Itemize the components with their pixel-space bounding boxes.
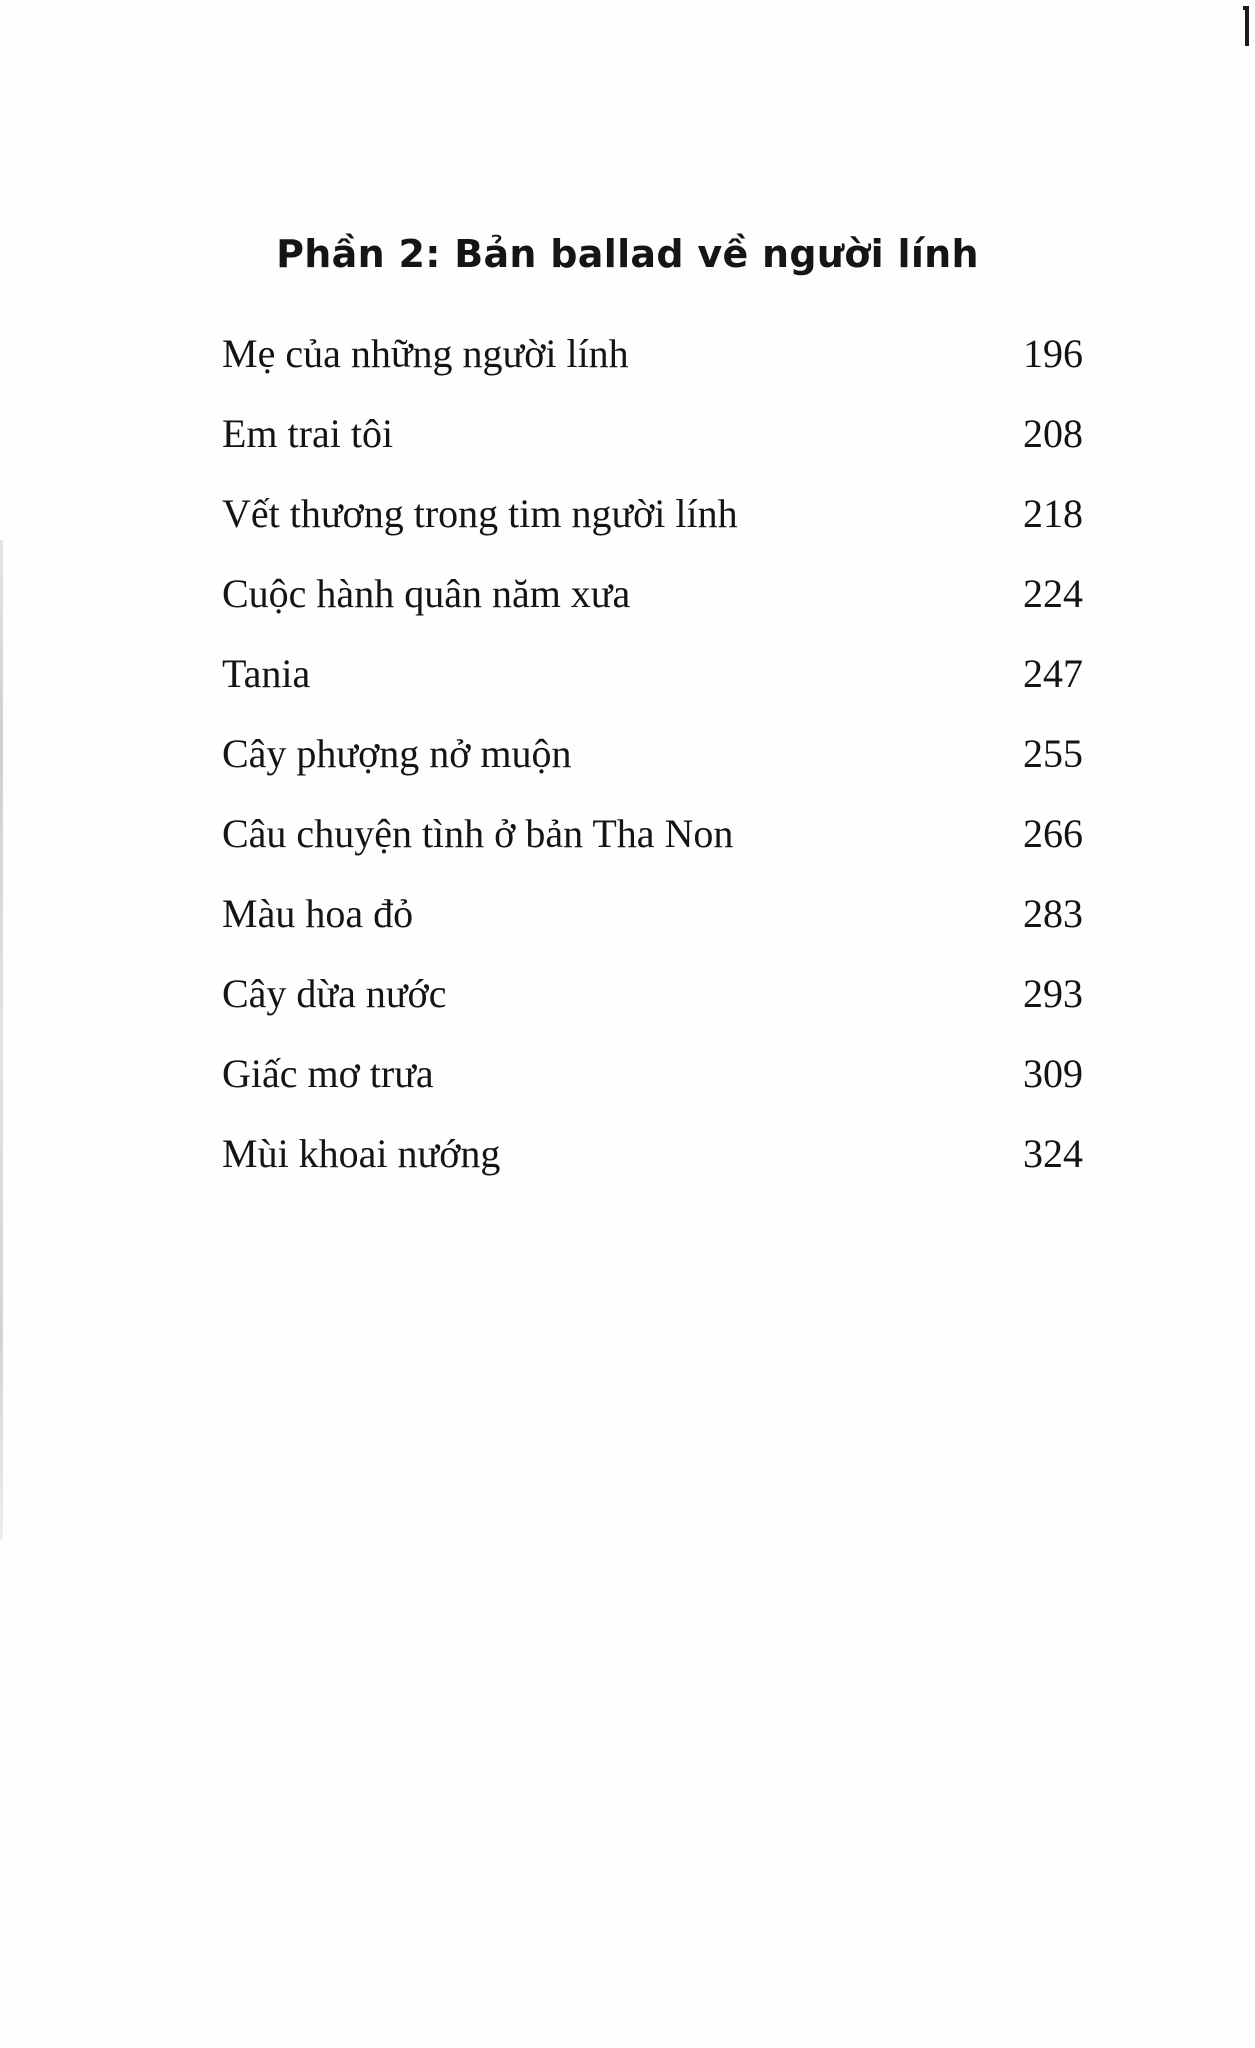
toc-entry-title: Em trai tôi xyxy=(222,411,394,456)
page-corner-mark xyxy=(1243,6,1249,46)
toc-entry xyxy=(222,1130,1083,1210)
toc-entry-title: Vết thương trong tim người lính xyxy=(222,491,738,536)
toc-entry-title: Mùi khoai nướng xyxy=(222,1131,501,1176)
toc-entry-page: 283 xyxy=(1023,891,1083,936)
toc-entry-page: 324 xyxy=(1023,1131,1083,1176)
toc-entry-page: 218 xyxy=(1023,491,1083,536)
toc-entry-page: 309 xyxy=(1023,1051,1083,1096)
toc-entry-title: Cây dừa nước xyxy=(222,971,447,1016)
toc-entry-title: Tania xyxy=(222,651,311,696)
toc-entry-page: 208 xyxy=(1023,411,1083,456)
toc-entry-title: Màu hoa đỏ xyxy=(222,891,414,936)
toc-entry-page: 224 xyxy=(1023,571,1083,616)
toc-entry xyxy=(222,650,1083,730)
toc-entry-page: 247 xyxy=(1023,651,1083,696)
table-of-contents xyxy=(222,330,1083,1210)
toc-entry xyxy=(222,890,1083,970)
toc-entry xyxy=(222,410,1083,490)
toc-entry-page: 266 xyxy=(1023,811,1083,856)
toc-entry-page: 255 xyxy=(1023,731,1083,776)
toc-entry xyxy=(222,1050,1083,1130)
toc-entry-title: Mẹ của những người lính xyxy=(222,331,629,376)
toc-entry xyxy=(222,810,1083,890)
toc-entry xyxy=(222,970,1083,1050)
toc-entry xyxy=(222,490,1083,570)
toc-entry-title: Giấc mơ trưa xyxy=(222,1051,434,1096)
toc-entry-title: Cây phượng nở muộn xyxy=(222,731,572,776)
toc-entry-title: Câu chuyện tình ở bản Tha Non xyxy=(222,811,734,856)
toc-entry xyxy=(222,570,1083,650)
toc-entry xyxy=(222,730,1083,810)
toc-entry-page: 293 xyxy=(1023,971,1083,1016)
page-edge-shadow xyxy=(0,540,3,1540)
section-title: Phần 2: Bản ballad về người lính xyxy=(276,232,979,276)
toc-entry-page: 196 xyxy=(1023,331,1083,376)
toc-entry-title: Cuộc hành quân năm xưa xyxy=(222,571,631,616)
toc-entry xyxy=(222,330,1083,410)
